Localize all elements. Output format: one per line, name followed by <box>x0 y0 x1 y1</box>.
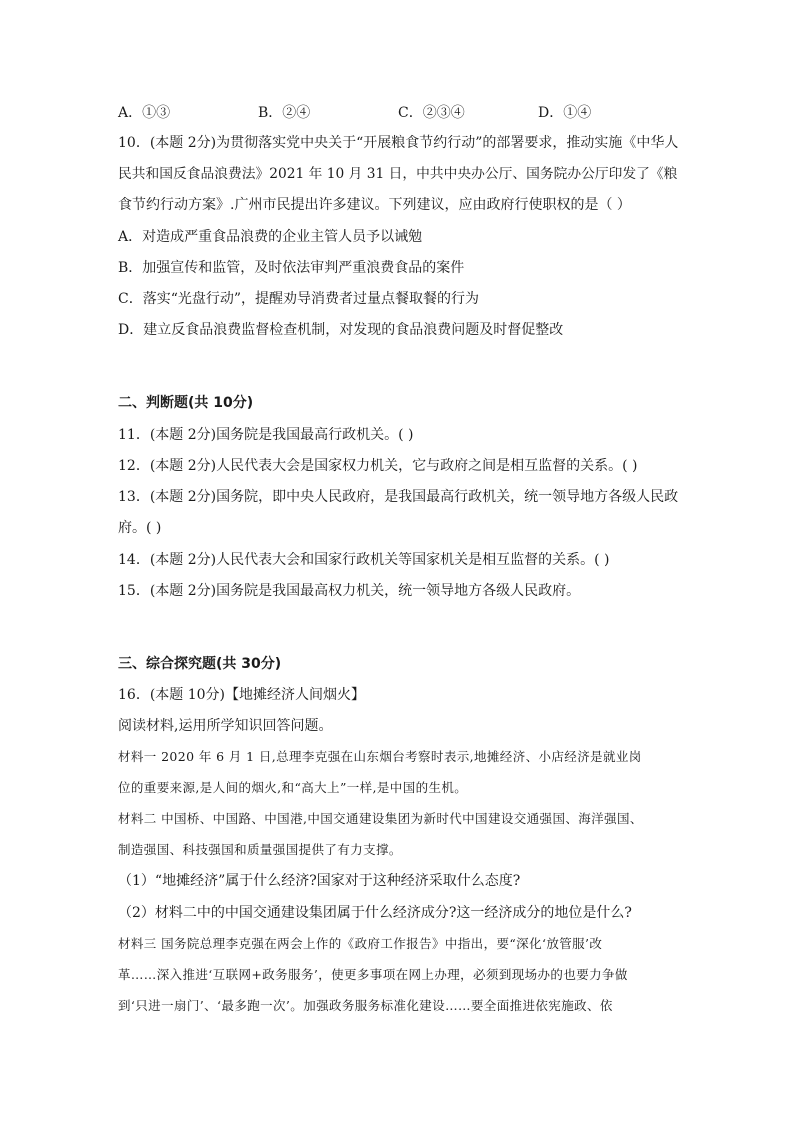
q10-stem-line-2: 民共和国反食品浪费法》2021 年 10 月 31 日，中共中央办公厅、国务院办公厅印发了《粮 <box>118 166 678 182</box>
q10-option-b[interactable]: B．加强宣传和监管，及时依法审判严重浪费食品的案件 <box>118 260 465 276</box>
q14: 14．(本题 2分)人民代表大会和国家行政机关等国家机关是相互监督的关系。( ) <box>118 552 610 568</box>
material-2-line-1: 材料二 中国桥、中国路、中国港,中国交通建设集团为新时代中国建设交通强国、海洋强国、 <box>118 811 643 826</box>
q16-question-2: （2）材料二中的中国交通建设集团属于什么经济成分?这一经济成分的地位是什么? <box>118 905 632 921</box>
q16-instruction: 阅读材料,运用所学知识回答问题。 <box>118 718 333 734</box>
q10-option-c[interactable]: C．落实“光盘行动”，提醒劝导消费者过量点餐取餐的行为 <box>118 291 480 307</box>
q10-stem-line-3: 食节约行动方案》.广州市民提出许多建议。下列建议，应由政府行使职权的是（ ） <box>118 197 631 213</box>
q10-option-a[interactable]: A．对造成严重食品浪费的企业主管人员予以诫勉 <box>118 229 423 245</box>
q16-title: 16．(本题 10分)【地摊经济人间烟火】 <box>118 687 366 703</box>
section-2-heading: 二、判断题(共 10分) <box>118 395 254 411</box>
q9-options <box>118 102 678 122</box>
q11: 11．(本题 2分)国务院是我国最高行政机关。( ) <box>118 427 414 443</box>
q13-line-2: 府。( ) <box>118 520 162 536</box>
material-2-line-2: 制造强国、科技强国和质量强国提供了有力支撑。 <box>118 842 402 857</box>
q13-line-1: 13．(本题 2分)国务院，即中央人民政府，是我国最高行政机关，统一领导地方各级人民政 <box>118 489 679 505</box>
q12: 12．(本题 2分)人民代表大会是国家权力机关，它与政府之间是相互监督的关系。( ) <box>118 458 638 474</box>
material-3-line-3: 到‘只进一扇门’、‘最多跑一次’。加强政务服务标准化建设……要全面推进依宪施政、依 <box>118 998 613 1013</box>
q9-option-b[interactable]: B．②④ <box>258 105 311 121</box>
q9-option-a[interactable]: A．①③ <box>118 105 171 121</box>
material-3-line-1: 材料三 国务院总理李克强在两会上作的《政府工作报告》中指出，要“深化‘放管服’改 <box>118 936 603 951</box>
q9-option-c[interactable]: C．②③④ <box>398 105 465 121</box>
q15: 15．(本题 2分)国务院是我国最高权力机关，统一领导地方各级人民政府。 <box>118 583 581 599</box>
q16-question-1: （1）“地摊经济”属于什么经济?国家对于这种经济采取什么态度? <box>118 873 521 889</box>
q10-stem-line-1: 10．(本题 2分)为贯彻落实党中央关于“开展粮食节约行动”的部署要求，推动实施《中华人 <box>118 135 679 151</box>
material-3-line-2: 革……深入推进‘互联网+政务服务’，使更多事项在网上办理，必须到现场办的也要力争做 <box>118 967 628 982</box>
q9-option-d[interactable]: D．①④ <box>538 105 592 121</box>
section-3-heading: 三、综合探究题(共 30分) <box>118 656 282 672</box>
q10-option-d[interactable]: D．建立反食品浪费监督检查机制，对发现的食品浪费问题及时督促整改 <box>118 322 564 338</box>
material-1-line-2: 位的重要来源,是人间的烟火,和“高大上”一样,是中国的生机。 <box>118 780 468 795</box>
material-1-line-1: 材料一 2020 年 6 月 1 日,总理李克强在山东烟台考察时表示,地摊经济、小店经济是就业岗 <box>118 749 642 764</box>
